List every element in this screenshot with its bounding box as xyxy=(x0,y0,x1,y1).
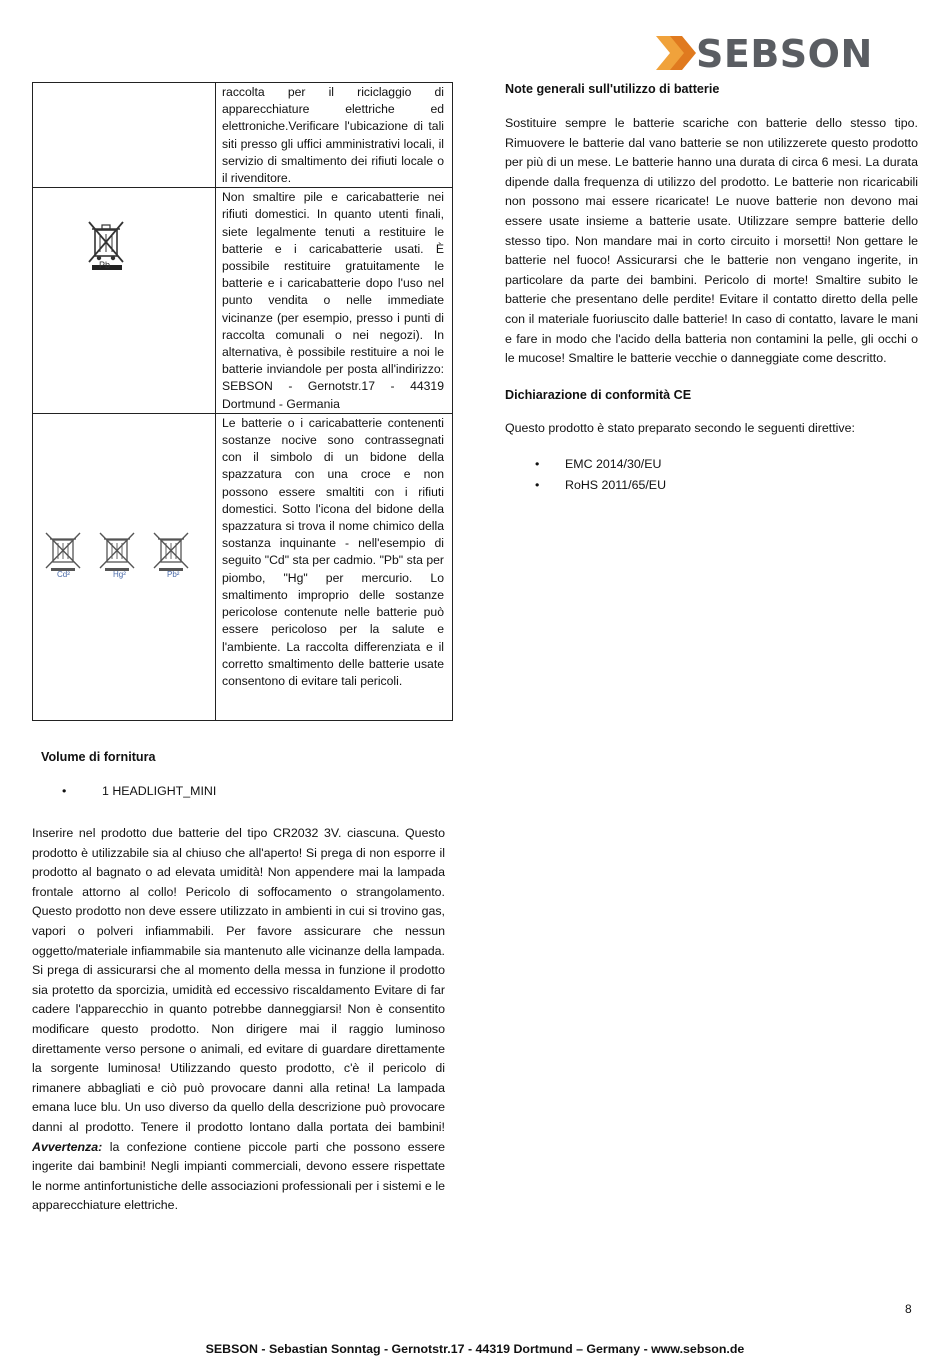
icon-cell xyxy=(33,188,216,414)
hazardous-substances-text: Le batterie o i caricabatterie contenenti sostanze nocive sono contrassegnati con il simbolo di un bidone della spazzatura con una croce e non possono essere smaltiti con i rifiuti domestici. Sotto l'icona del bidone della spazzatura si trova il nome chimico della sostanza inquinante - nell'esempio di seguito "Cd" sta per cadmio. "Pb" sta per piombo, "Hg" per mercurio. Lo smaltimento improprio delle sostanze pericolose contenute nelle batterie può essere pericoloso per la salute e l'ambiente. La raccolta differenziata e il corretto smaltimento delle batterie usate consentono di evitare tali pericoli. xyxy=(222,415,444,688)
text-cell xyxy=(216,413,453,720)
recycling-text: raccolta per il riciclaggio di apparecchiature elettriche ed elettroniche.Verificare l'ubicazione di tali siti presso gli uffici amministrativi locali, il servizio di smaltimento dei rifiuti locale o il rivenditore. xyxy=(222,85,444,186)
list-item: • RoHS 2011/65/EU xyxy=(505,475,918,496)
right-column xyxy=(505,82,918,496)
crossed-bin-cd-icon xyxy=(43,530,83,574)
safety-text-end: la confezione contiene piccole parti che possono essere ingerite dai bambini! Negli impianti commerciali, devono essere rispettate le norme antinfortunistiche delle associazioni professionali per i sistemi e le apparecchiature elettriche. xyxy=(32,1139,445,1213)
crossed-bin-pb-small-icon xyxy=(151,530,191,574)
text-cell xyxy=(216,83,453,188)
left-bottom-column xyxy=(32,750,445,1216)
supply-heading: Volume di fornitura xyxy=(41,750,156,764)
footer: SEBSON - Sebastian Sonntag - Gernotstr.17 - 44319 Dortmund – Germany - www.sebson.de xyxy=(205,1342,745,1356)
ce-intro: Questo prodotto è stato preparato secondo le seguenti direttive: xyxy=(505,420,855,435)
ce-heading: Dichiarazione di conformità CE xyxy=(505,387,692,402)
sebson-logo xyxy=(652,32,873,76)
list-item: • EMC 2014/30/EU xyxy=(505,454,918,475)
icon-cell xyxy=(33,413,216,720)
safety-text-main: Inserire nel prodotto due batterie del tipo CR2032 3V. ciascuna. Questo prodotto è utilizzabile sia al chiuso che all'aperto! Si prega di non esporre il prodotto al bagnato o ad elevata umidità! Non appendere mai la lampada frontale attorno al collo! Pericolo di soffocamento o strangolamento. Questo prodotto non deve essere utilizzato in ambienti in cui si trovino gas, vapori o polveri infiammabili. Per favore assicurare che nessun oggetto/materiale infiammabile sia mantenuto alle vicinanze della lampada. Si prega di assicurarsi che al momento della messa in funzione il prodotto sia protetto da sporcizia, umidità ed eccessivo riscaldamento Evitare di far cadere l'apparecchio in quanto potrebbe danneggiarsi! Non è consentito modificare questo prodotto. Non dirigere mai il raggio luminoso direttamente verso persone o animali, ed evitare di guardare direttamente la sorgente luminosa! Utilizzando questo prodotto, c'è il pericolo di rimanere abbagliati e ciò può provocare danni alla retina! La lampada emana luce blu. Un uso diverso da quello della descrizione può provocare danni al prodotto. Tenere il prodotto lontano dalla portata dei bambini! xyxy=(32,826,445,1134)
logo-text: SEBSON xyxy=(696,32,873,76)
warning-label: Avvertenza: xyxy=(32,1139,103,1154)
table-row xyxy=(33,83,453,188)
ce-directives-list xyxy=(505,454,918,496)
icon-cell-empty xyxy=(33,83,216,188)
battery-notes-text: Sostituire sempre le batterie scariche con batterie dello stesso tipo. Rimuovere le batterie dal vano batterie se non utilizzerete questo prodotto per più di un mese. Le batterie hanno una durata di circa 6 mesi. La durata dipende dalla frequenza di utilizzo del prodotto. Le batterie non ricaricabili non possono mai essere ricaricate! Le nuove batterie non devono mai essere usate insieme a batterie usate. Utilizzare sempre batterie dello stesso tipo. Non mandare mai in corto circuito i morsetti! Non gettare le batterie nel fuoco! Assicurarsi che le batterie non vengano ingerite, in particolare da parte dei bambini. Pericolo di morte! Smaltire subito le batterie che presentano delle perdite! Evitare il contatto diretto della pelle con il materiale fuoriuscito dalle batterie! In caso di contatto, lavare le mani e fare in modo che l'acido della batteria non contamini la pelle, gli occhi o le mucose! Smaltire le batterie vecchie o danneggiate come descritto. xyxy=(505,116,918,366)
text-cell xyxy=(216,188,453,414)
battery-notes-heading: Note generali sull'utilizzo di batterie xyxy=(505,82,720,96)
table-row xyxy=(33,188,453,414)
pb-label: Pb xyxy=(99,260,111,271)
list-item: • 1 HEADLIGHT_MINI xyxy=(32,781,445,802)
hg-label: Hg² xyxy=(113,569,126,579)
battery-return-text: Non smaltire pile e caricabatterie nei rifiuti domestici. In quanto utenti finali, siete legalmente tenuti a restituire le batterie e i caricabatterie usati. È possibile restituire gratuitamente le batterie e i caricabatterie dopo l'uso nel punto vendita o nelle immediate vicinanze (per esempio, presso i punti di raccolta comunali o nei negozi). In alternativa, è possibile restituire a noi le batterie inviandole per posta all'indirizzo: SEBSON - Gernotstr.17 - 44319 Dortmund - Germania xyxy=(222,190,444,411)
logo-chevron-icon xyxy=(652,34,700,72)
table-row xyxy=(33,413,453,720)
cd-label: Cd² xyxy=(57,569,70,579)
safety-text xyxy=(32,824,445,1216)
supply-list xyxy=(32,781,445,802)
disposal-table xyxy=(32,82,453,721)
crossed-bin-hg-icon xyxy=(97,530,137,574)
pb-small-label: Pb² xyxy=(167,569,180,579)
page-number: 8 xyxy=(905,1302,912,1316)
